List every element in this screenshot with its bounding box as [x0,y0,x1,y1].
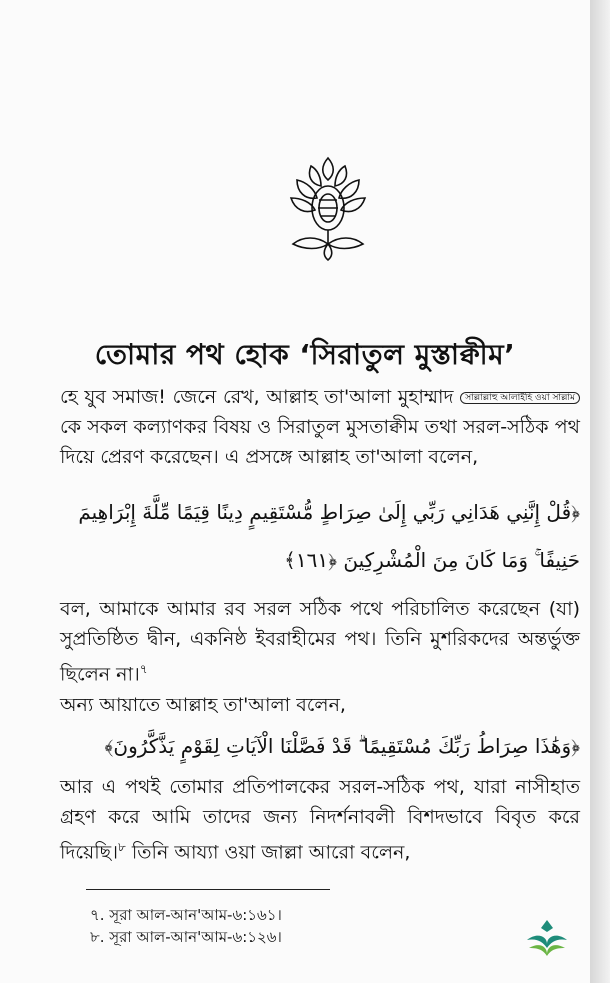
paragraph-2-text: বল, আমাকে আমার রব সরল সঠিক পথে পরিচালিত করেছেন (যা) সুপ্রতিষ্ঠিত দ্বীন, একনিষ্ঠ ইবরাহীমের পথ। তিনি মুশরিকদের অন্তর্ভুক্ত ছিলেন না। [60,598,580,686]
floral-ornament-icon [283,152,373,262]
paragraph-4 [60,772,580,867]
paragraph-1-text-a: হে যুব সমাজ! জেনে রেখ, আল্লাহ তা'আলা মুহাম্মাদ [60,386,454,408]
footnote-ref-8: ৮ [118,840,126,854]
paragraph-1-text-b: কে সকল কল্যাণকর বিষয় ও সিরাতুল মুসতাক্বীম তথা সরল-সঠিক পথ দিয়ে প্রেরণ করেছেন। এ প্রসঙ্গে আল্লাহ তা'আলা বলেন, [60,416,580,468]
arabic-verse-1: ﴿قُلْ إِنَّنِي هَدَانِي رَبِّي إِلَىٰ صِرَاطٍ مُّسْتَقِيمٍ دِينًا قِيَمًا مِّلَّةَ إِبْرَاهِيمَ حَنِيفًا ۚ وَمَا كَانَ مِنَ الْمُشْرِكِينَ ﴿١٦١﴾ [78,500,580,572]
footnote-ref-7: ৭ [139,662,148,676]
paragraph-2 [60,594,580,689]
arabic-verse-2: ﴿وَهَٰذَا صِرَاطُ رَبِّكَ مُسْتَقِيمًا ۗ قَدْ فَصَّلْنَا الْآيَاتِ لِقَوْمٍ يَذَّكَّرُونَ﴾ [104,734,580,758]
paragraph-3: অন্য আয়াতে আল্লাহ তা'আলা বলেন, [60,694,346,716]
paragraph-4-text-a: আর এ পথই তোমার প্রতিপালকের সরল-সঠিক পথ, যারা নাসীহাত গ্রহণ করে আমি তাদের জন্য নিদর্শনাবলী বিশদভাবে বিবৃত করে দিয়েছি। [60,776,580,864]
footnote-7: ৭. সূরা আল-আন'আম-৬:১৬১। [90,906,282,924]
page-spine [590,0,610,983]
paragraph-4-text-b: তিনি আয্যা ওয়া জাল্লা আরো বলেন, [131,841,411,864]
publisher-logo-icon [523,918,571,958]
footnote-divider [86,889,330,890]
salutation-badge: সাল্লাল্লাহু আলাইহি ওয়া সাল্লাম [460,392,580,404]
footnote-8: ৮. সূরা আল-আন'আম-৬:১২৬। [90,928,282,946]
page-title: তোমার পথ হোক ‘সিরাতুল মুস্তাক্বীম’ [94,338,516,371]
paragraph-1 [60,382,580,472]
